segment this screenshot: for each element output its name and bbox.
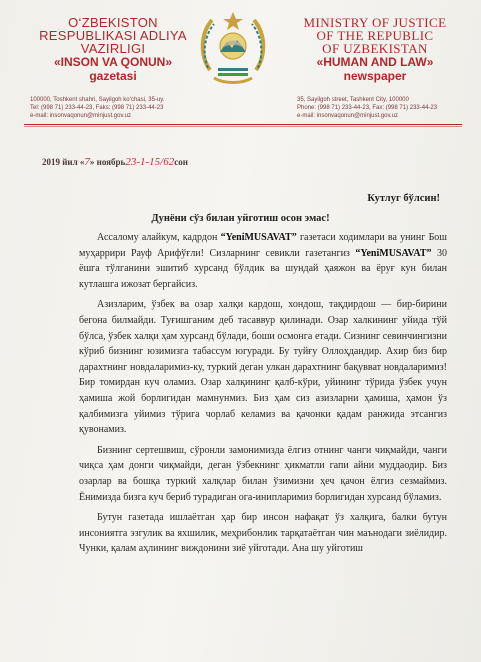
letterhead-right xyxy=(290,16,460,83)
contacts-left xyxy=(30,96,200,120)
contacts-right-phone: Phone: (998 71) 233-44-23, Fax: (998 71) 233-44-23 xyxy=(297,105,438,111)
contacts-left-phone: Tel: (998 71) 233-44-23, Faks: (998 71) 233-44-23 xyxy=(30,105,164,111)
paragraph-1-text-c: газетаси ходимлари ва унинг Бош муҳаррири Рауф Арифўғли! Сизларнинг севикли газетангиз xyxy=(79,232,448,259)
letterhead-right-line1: MINISTRY OF JUSTICE xyxy=(303,15,447,30)
contacts-left-email: e-mail: insonvaqonun@minjust.gov.uz xyxy=(30,113,132,119)
contacts-right xyxy=(297,96,467,120)
paragraph-1-text-a: Ассалому алайкум, кадрдон xyxy=(97,232,221,243)
paragraph-4: Бутун газетада ишлаётган ҳар бир инсон нафақат ўз халқига, балки бутун инсониятга эзгулик ва яхшилик, меҳрибонлик тарқатаётган чин маънодаги зиёлидир. Чунки, қалам аҳлининг виждонини зиё уйготади. Ана шу уйготиш xyxy=(79,512,447,555)
contacts-left-address: 100000, Toshkent shahri, Sayilgoh ko‘chasi, 35-uy. xyxy=(30,97,165,103)
letterhead-left-line1: O‘ZBEKISTON xyxy=(68,15,158,30)
letter-body xyxy=(79,230,447,562)
letterhead-right-line3: OF UZBEKISTAN xyxy=(322,41,428,56)
letterhead-right-newspaper: «HUMAN AND LAW» xyxy=(316,55,434,69)
letterhead-right-label: newspaper xyxy=(343,69,407,83)
letterhead-divider-thin xyxy=(24,126,462,127)
state-emblem-icon xyxy=(196,8,270,88)
paragraph-1-newspaper-name: “YeniMUSAVAT” xyxy=(220,232,297,243)
letterhead-left-newspaper: «INSON VA QONUN» xyxy=(53,55,173,69)
date-day: 7 xyxy=(84,156,90,168)
letterhead-left-gazetasi: gazetasi xyxy=(89,69,137,83)
date-month: » ноябрь xyxy=(89,157,126,167)
contacts-right-email: e-mail: insonvaqonun@minjust.gov.uz xyxy=(297,113,399,119)
date-line xyxy=(42,156,188,168)
paragraph-1-text-e: 30 ёшга тўлганини эшитиб хурсанд бўлдик ва шундай ҳаяжон ва ёруғ кун билан кутлашга ижозат бергайсиз. xyxy=(79,247,447,290)
paragraph-1-newspaper-name-2: “YeniMUSAVAT” xyxy=(355,247,432,259)
reference-number: 23-1-15/62 xyxy=(125,156,175,168)
letterhead-divider xyxy=(24,124,462,125)
paragraph-2: Азизларим, ўзбек ва озар халқи кардош, хондош, тақдирдош — бир-бирини бегона билмайди. Туғишганим деб тасаввур қилинади. Озар халкининг уйида тўй бўлса, ўзбек халқи ҳам хурсанд бўлади, боши осмонга етади. Сизнинг севинчингизни кўриб бизнинг юзимизга табассум югуради. Бу туйғу Оллоҳдандир. Ахир биз бир дарахтнинг новдаларимиз-ку, туркий деган улкан дарахтнинг бақувват новдаларимиз! Бир томирдан куч оламиз. Озар халқининг қалб-кўри, уйининг тўрида ўзбек учун ҳамиша жой борлигидан мамнунмиз. Биз ҳам сиз азизларни ҳамиша, ҳамон ўз қалбимизга уйимиз тўрига чорлаб келамиз ва қачонки қадам ранжида этсангиз қувонамиз. xyxy=(79,299,447,436)
paragraph-3: Бизнинг сертешвиш, сўронли замонимизда ёлгиз отнинг чанги чиқмайди, чанги чиқса ҳам донги чиқмайди, деган ўзбекнинг ҳикматли гапи айни муддаодир. Биз озарлар ва бошқа туркий халқлар билан ўзимизни ҳеч қачон ёлгиз сезмаймиз. Ёнимизда бизга куч бериб турадиган ога-инипларимиз борлигидан хурсанд бўламиз. xyxy=(79,444,447,503)
letterhead-right-line2: OF THE REPUBLIC xyxy=(316,28,434,43)
letter-title: Дунёни сўз билан уйготиш осон эмас! xyxy=(151,213,330,224)
letterhead-left-line3: VAZIRLIGI xyxy=(80,41,146,56)
date-year: 2019 йил « xyxy=(42,157,85,167)
letterhead-left-line2: RESPUBLIKASI ADLIYA xyxy=(39,28,187,43)
paragraph-1 xyxy=(79,230,447,292)
date-suffix: сон xyxy=(174,157,188,167)
contacts-right-address: 35, Sayilgoh street, Tashkent City, 100000 xyxy=(297,97,409,103)
letterhead-left xyxy=(28,16,198,83)
greeting: Кутлуг бўлсин! xyxy=(367,193,440,204)
